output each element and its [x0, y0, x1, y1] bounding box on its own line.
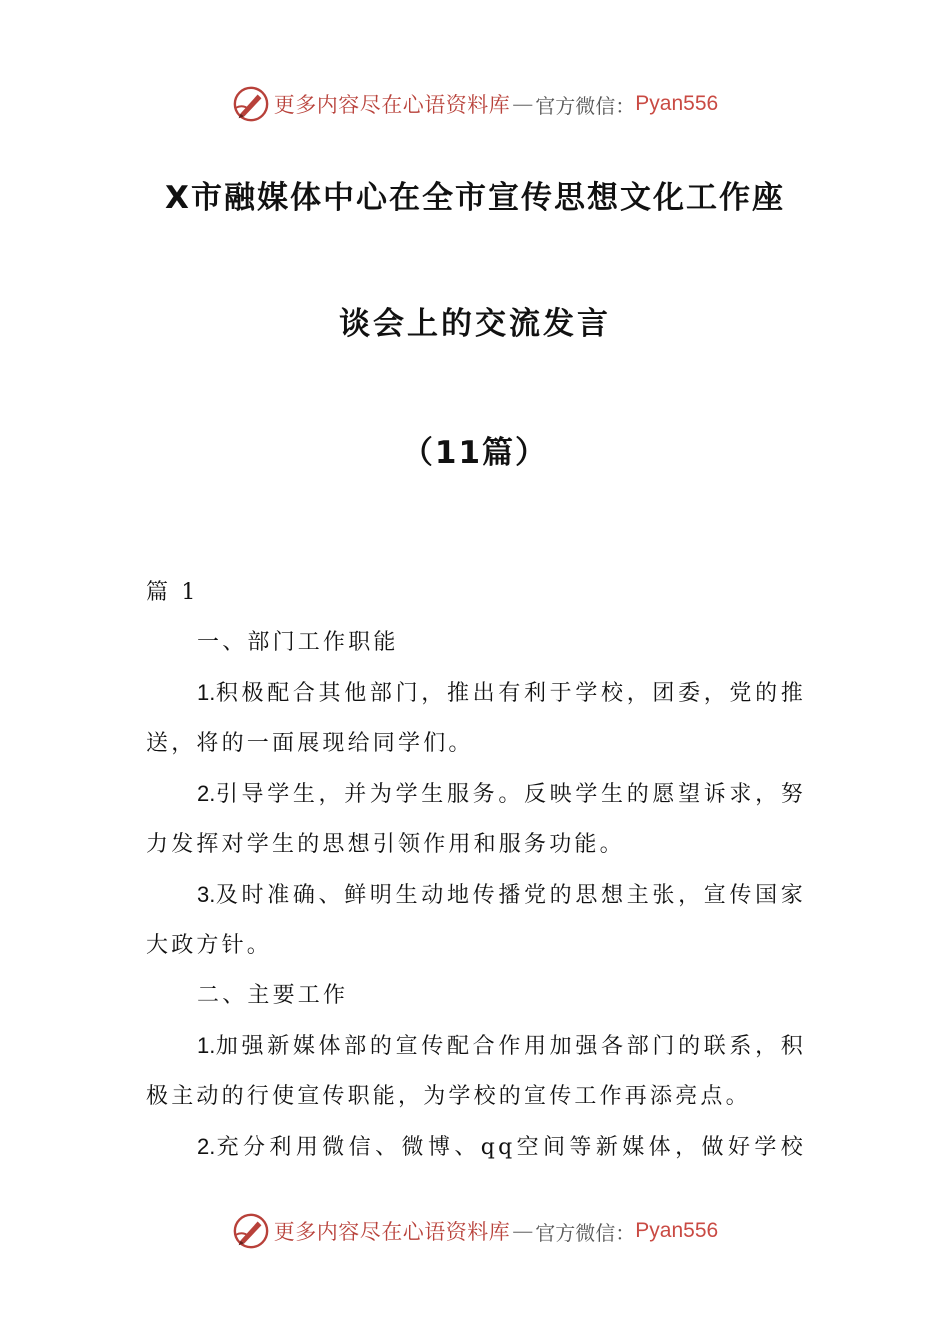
paragraph-line: 送，将的一面展现给同学们。 — [146, 731, 474, 756]
paragraph-text: 充分利用微信、微博、qq空间等新媒体，做好学校 — [215, 1135, 806, 1160]
pen-logo-icon — [232, 1212, 270, 1250]
document-title-line-1: X市融媒体中心在全市宣传思想文化工作座 — [165, 180, 785, 216]
watermark-label: 官方微信： — [535, 1220, 636, 1245]
item-number: 2. — [197, 781, 216, 806]
paragraph-line — [146, 1021, 806, 1072]
watermark-text: 更多内容尽在心语资料库 — [273, 93, 511, 117]
item-number: 3. — [197, 882, 216, 907]
paragraph-text: 加强新媒体部的宣传配合作用加强各部门的联系，积 — [215, 1034, 806, 1059]
watermark-id: Pyan556 — [635, 92, 719, 115]
footer-watermark — [0, 1211, 950, 1251]
watermark-label: 官方微信： — [535, 93, 636, 118]
section-heading: 一、部门工作职能 — [197, 630, 399, 655]
paragraph-line — [146, 1122, 806, 1173]
paragraph-line: 大政方针。 — [146, 933, 273, 958]
pen-logo-icon — [232, 85, 270, 123]
item-number: 1. — [197, 680, 216, 705]
item-number: 1. — [197, 1033, 216, 1058]
paragraph-text: 及时准确、鲜明生动地传播党的思想主张，宣传国家 — [215, 883, 806, 908]
paragraph-line — [146, 870, 806, 921]
item-number: 2. — [197, 1134, 216, 1159]
paragraph-line: 力发挥对学生的思想引领作用和服务功能。 — [146, 832, 625, 857]
section-heading: 二、主要工作 — [197, 983, 349, 1008]
paragraph-text: 引导学生，并为学生服务。反映学生的愿望诉求，努 — [215, 782, 806, 807]
watermark-text: 更多内容尽在心语资料库 — [273, 1220, 511, 1244]
watermark-id: Pyan556 — [635, 1219, 719, 1242]
watermark-separator: — — [512, 92, 534, 116]
chapter-label: 篇 1 — [146, 580, 199, 605]
paragraph-text: 积极配合其他部门，推出有利于学校，团委，党的推 — [215, 681, 806, 706]
paragraph-line: 极主动的行使宣传职能，为学校的宣传工作再添亮点。 — [146, 1084, 751, 1109]
document-body — [146, 568, 806, 1173]
paragraph-line — [146, 668, 806, 719]
watermark-separator: — — [512, 1219, 534, 1243]
header-watermark — [0, 84, 950, 124]
document-title-line-2: 谈会上的交流发言 — [339, 306, 611, 342]
paragraph-line — [146, 769, 806, 820]
document-subtitle: （11篇） — [401, 435, 549, 471]
